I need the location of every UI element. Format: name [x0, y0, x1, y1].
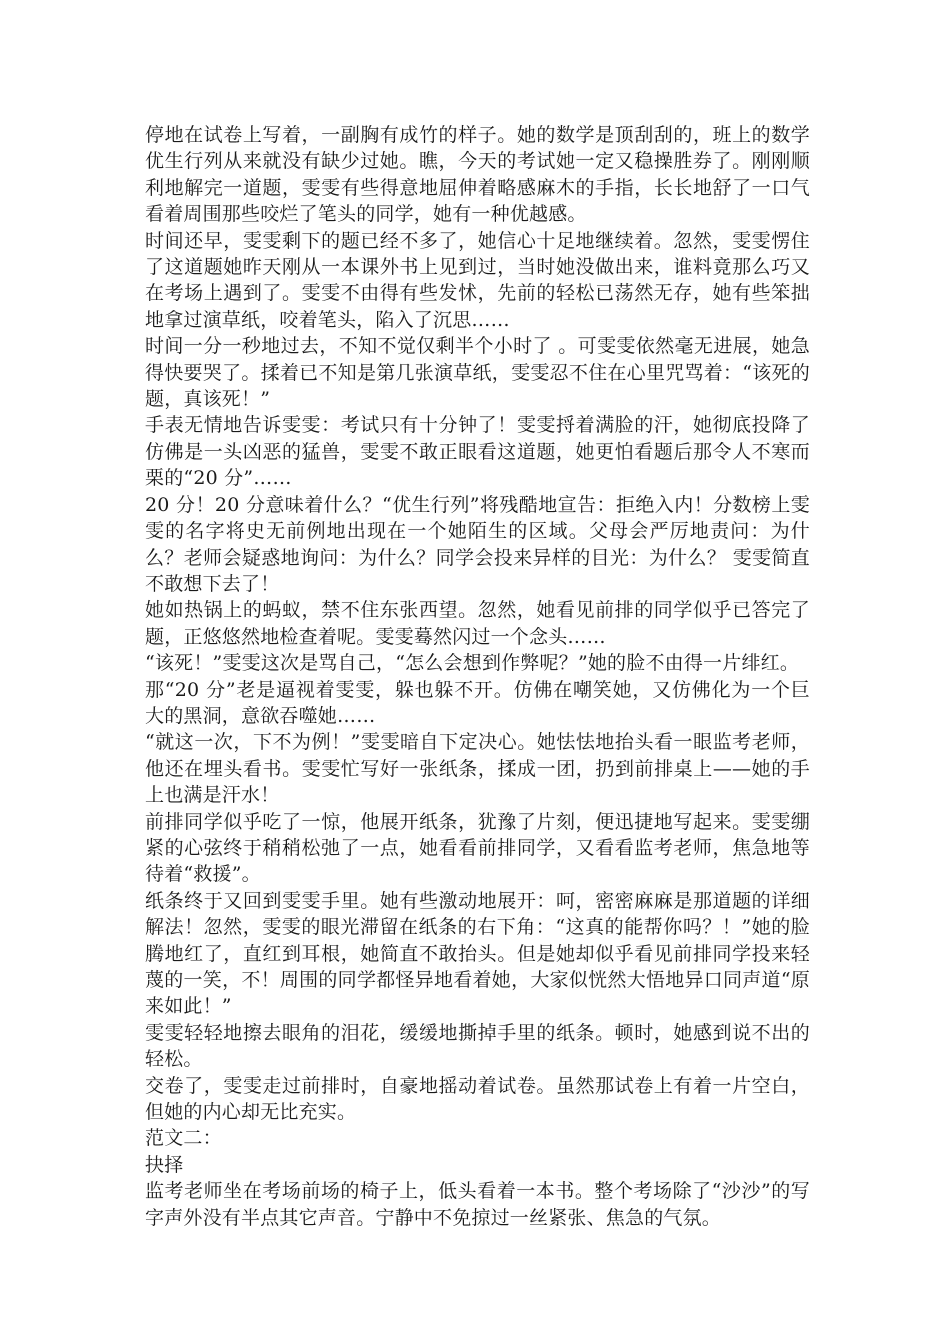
paragraph: “就这一次，下不为例！”雯雯暗自下定决心。她怯怯地抬头看一眼监考老师，他还在埋头看书。雯雯忙写好一张纸条，揉成一团，扔到前排桌上——她的手上也满是汗水！: [145, 731, 810, 807]
paragraph: 时间还早，雯雯剩下的题已经不多了，她信心十足地继续着。忽然，雯雯愣住了这道题她昨天刚从一本课外书上见到过，当时她没做出来，谁料竟那么巧又在考场上遇到了。雯雯不由得有些发怵，先前的轻松已荡然无存，她有些笨拙地拿过演草纸，咬着笔头，陷入了沉思……: [145, 229, 810, 331]
paragraph: 那“20 分”老是逼视着雯雯，躲也躲不开。仿佛在嘲笑她，又仿佛化为一个巨大的黑洞，意欲吞噬她……: [145, 678, 810, 727]
paragraph: 监考老师坐在考场前场的椅子上，低头看着一本书。整个考场除了“沙沙”的写字声外没有半点其它声音。宁静中不免掠过一丝紧张、焦急的气氛。: [145, 1180, 810, 1229]
paragraph: 手表无情地告诉雯雯：考试只有十分钟了！雯雯捋着满脸的汗，她彻底投降了仿佛是一头凶恶的猛兽，雯雯不敢正眼看这道题，她更怕看题后那令人不寒而栗的“20 分”……: [145, 414, 810, 490]
paragraph: 雯雯轻轻地擦去眼角的泪花，缓缓地撕掉手里的纸条。顿时，她感到说不出的轻松。: [145, 1021, 810, 1071]
paragraph: 交卷了，雯雯走过前排时，自豪地摇动着试卷。虽然那试卷上有着一片空白，但她的内心却无比充实。: [145, 1074, 810, 1124]
paragraph: “该死！”雯雯这次是骂自己，“怎么会想到作弊呢？”她的脸不由得一片绯红。: [145, 652, 800, 675]
paragraph: 停地在试卷上写着，一副胸有成竹的样子。她的数学是顶刮刮的，班上的数学优生行列从来就没有缺少过她。瞧，今天的考试她一定又稳操胜券了。刚刚顺利地解完一道题，雯雯有些得意地屈伸着略感麻木的手指，长长地舒了一口气看着周围那些咬烂了笔头的同学，她有一种优越感。: [145, 124, 810, 226]
paragraph: 前排同学似乎吃了一惊，他展开纸条，犹豫了片刻，便迅捷地写起来。雯雯绷紧的心弦终于稍稍松弛了一点，她看看前排同学，又看看监考老师，焦急地等待着“救援”。: [145, 810, 810, 886]
paragraph: 纸条终于又回到雯雯手里。她有些激动地展开：呵，密密麻麻是那道题的详细解法！忽然，雯雯的眼光滞留在纸条的右下角：“这真的能帮你吗？！”她的脸腾地红了，直红到耳根，她简直不敢抬头。但是她却似乎看见前排同学投来轻蔑的一笑，不！周围的同学都怪异地看着她，大家似恍然大悟地异口同声道“原来如此！”: [145, 889, 810, 1018]
section-label: 范文二：: [145, 1127, 222, 1150]
paragraph: 20 分！20 分意味着什么？“优生行列”将残酷地宣告：拒绝入内！分数榜上雯雯的名字将史无前例地出现在一个她陌生的区域。父母会严厉地责问：为什么？老师会疑惑地询问：为什么？同学会投来异样的目光：为什么？ 雯雯简直不敢想下去了！: [145, 493, 810, 595]
paragraph: 时间一分一秒地过去，不知不觉仅剩半个小时了 。可雯雯依然毫无进展，她急得快要哭了。揉着已不知是第几张演草纸，雯雯忍不住在心里咒骂着：“该死的题，真该死！”: [145, 335, 810, 411]
document-body: [145, 122, 810, 1231]
essay-title: 抉择: [145, 1153, 184, 1176]
paragraph: 她如热锅上的蚂蚁，禁不住东张西望。忽然，她看见前排的同学似乎已答完了题，正悠悠然地检查着呢。雯雯蓦然闪过一个念头……: [145, 599, 810, 648]
